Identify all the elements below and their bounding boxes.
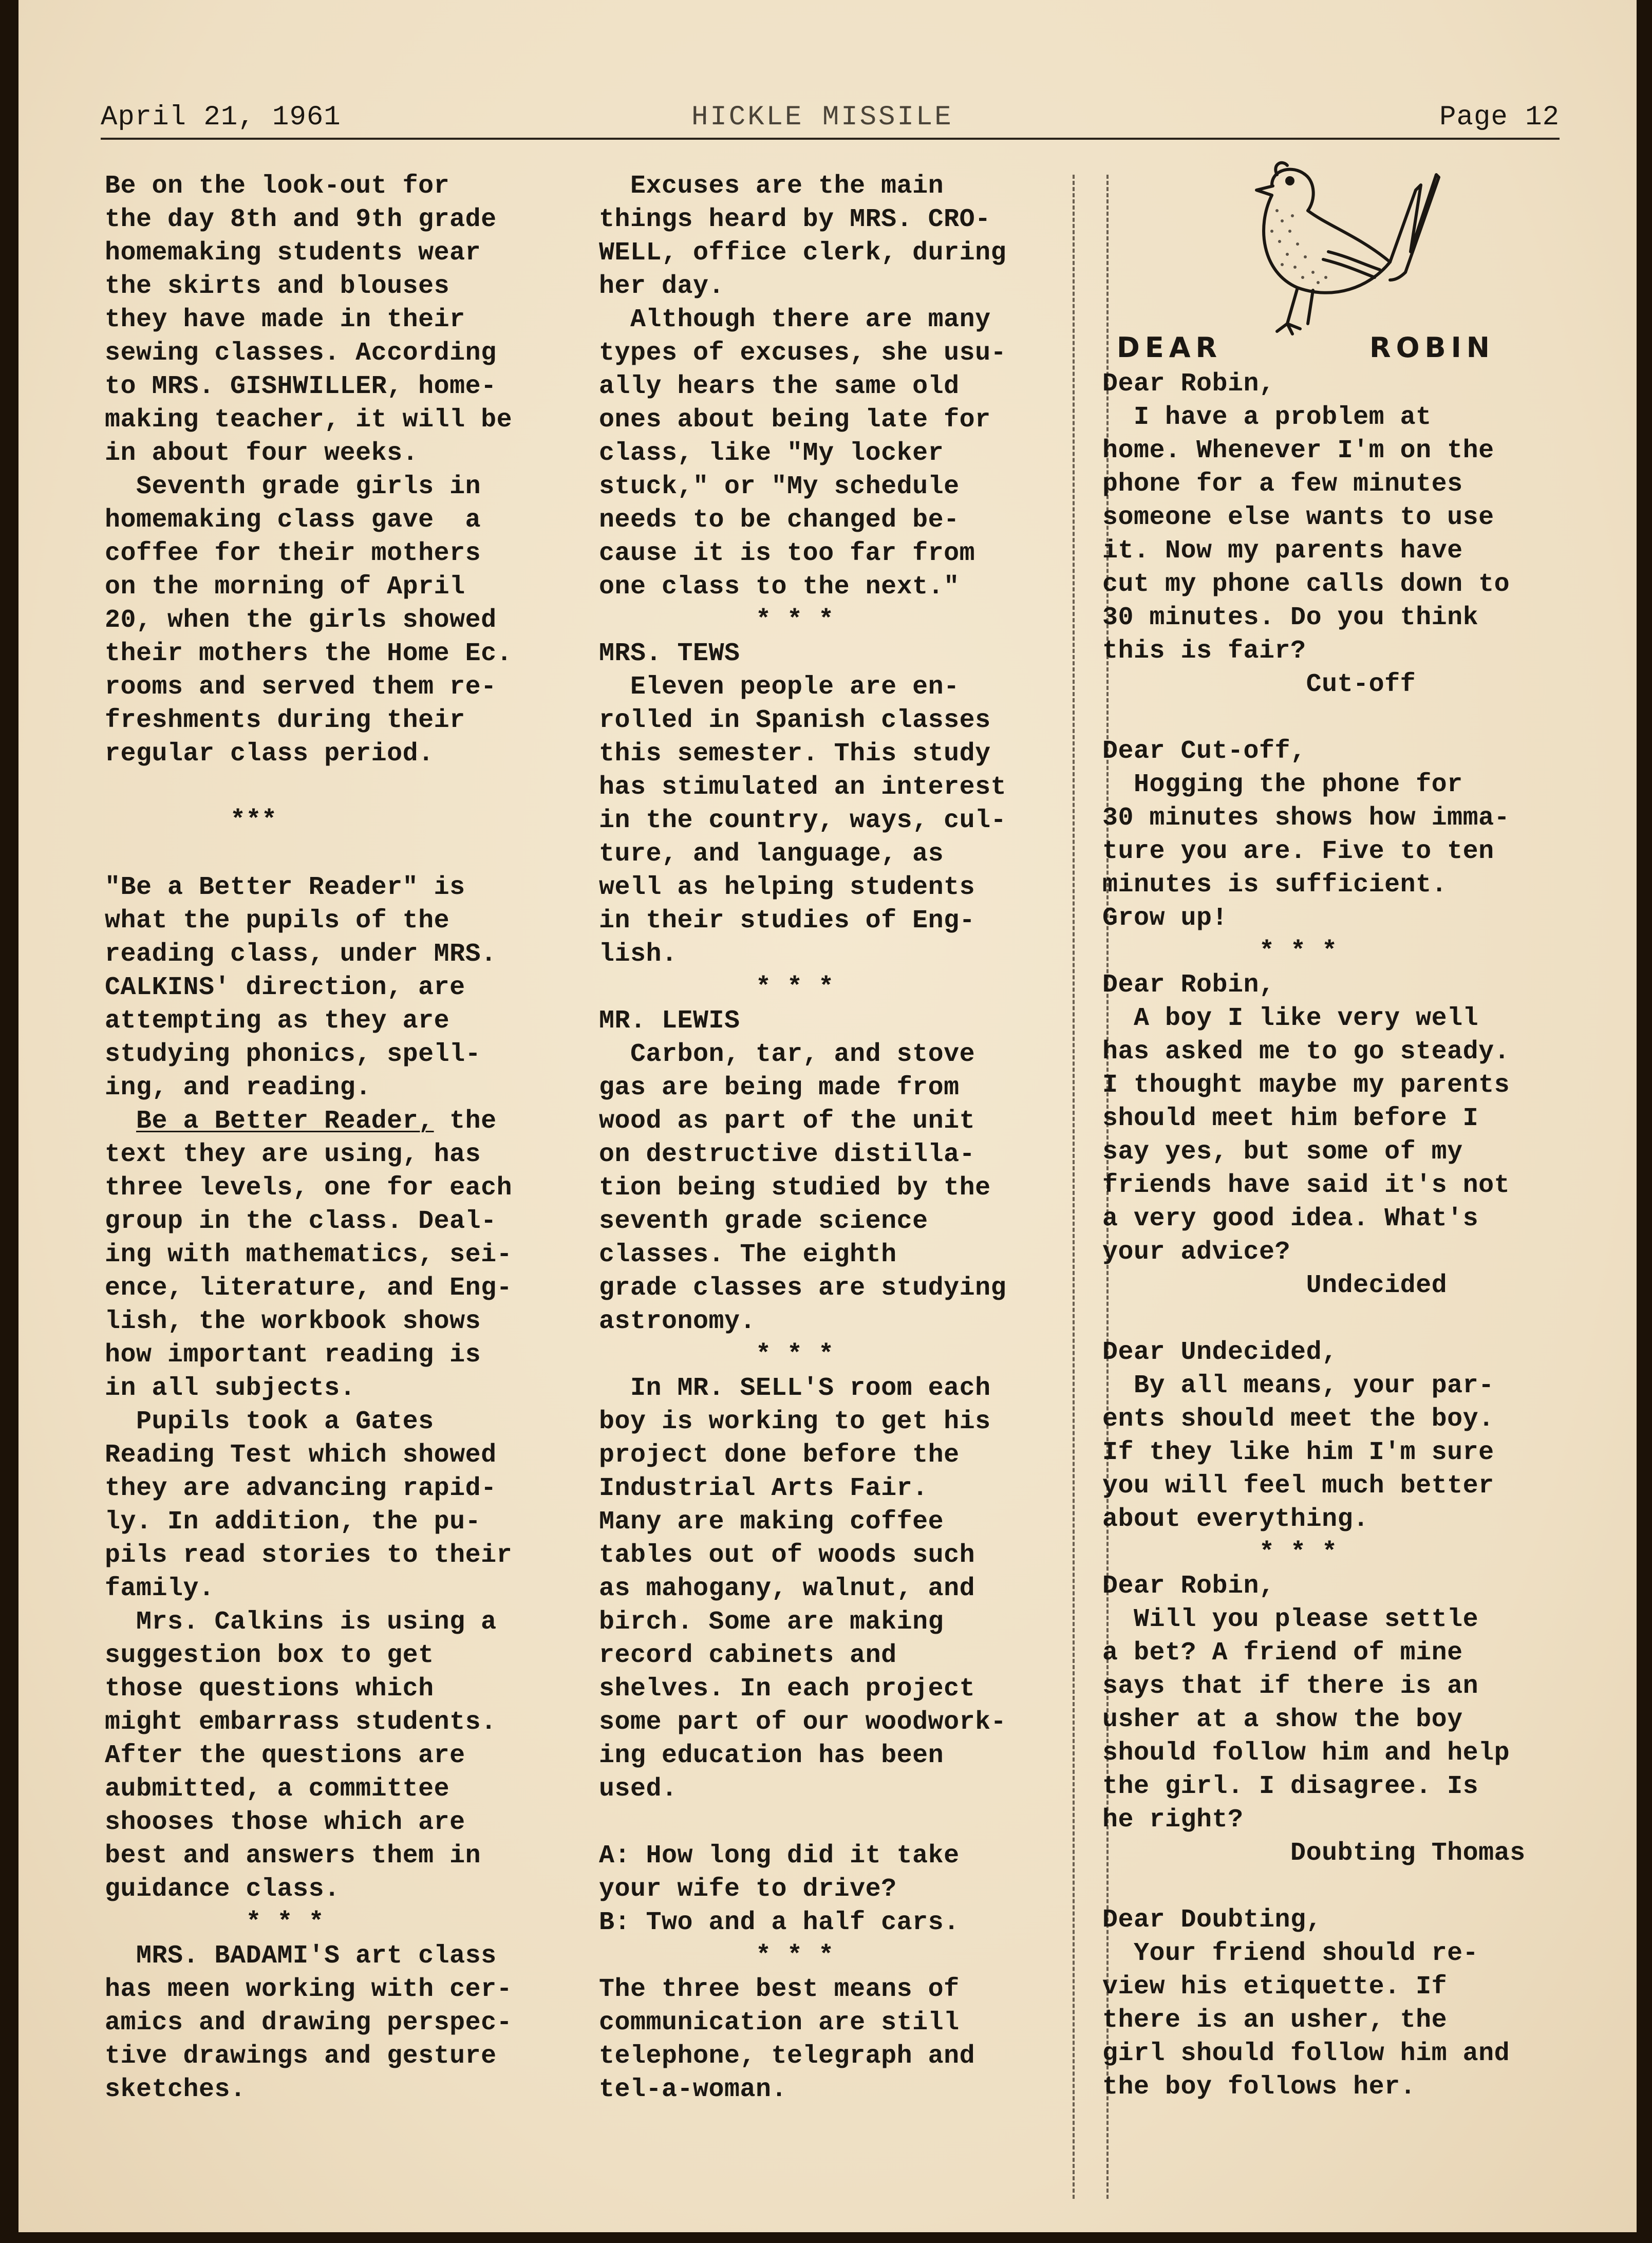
text-line: Be on the look-out for	[105, 172, 450, 201]
text-line: project done before the	[599, 1441, 960, 1470]
text-line: Carbon, tar, and stove	[599, 1040, 975, 1069]
text-line: girl should follow him and	[1102, 2039, 1510, 2068]
text-line: Mrs. Calkins is using a	[105, 1608, 497, 1637]
text-line: * * *	[599, 1340, 834, 1370]
text-line: the boy follows her.	[1102, 2072, 1416, 2102]
text-line: The three best means of	[599, 1975, 960, 2004]
text-line: Although there are many	[599, 305, 991, 334]
text-line: there is an usher, the	[1102, 2006, 1448, 2035]
text-line: has stimulated an interest	[599, 773, 1007, 802]
text-line	[1102, 701, 1565, 735]
text-line: what the pupils of the	[105, 906, 450, 936]
text-line: * * *	[599, 606, 834, 635]
text-line: making teacher, it will be	[105, 405, 513, 435]
text-line: coffee for their mothers	[105, 539, 481, 568]
text-line: grade classes are studying	[599, 1274, 1007, 1303]
text-line: Hogging the phone for	[1102, 770, 1463, 799]
text-line: group in the class. Deal-	[105, 1207, 497, 1236]
text-line: Cut-off	[1102, 670, 1416, 699]
text-line: should follow him and help	[1102, 1739, 1510, 1768]
text-line: Undecided	[1102, 1271, 1448, 1300]
text-line: regular class period.	[105, 739, 434, 769]
text-line: boy is working to get his	[599, 1407, 991, 1436]
text-line: has meen working with cer-	[105, 1975, 513, 2004]
text-line: ture, and language, as	[599, 839, 944, 869]
text-line: 30 minutes shows how imma-	[1102, 803, 1510, 833]
text-line: birch. Some are making	[599, 1608, 944, 1637]
text-line: ing with mathematics, sei-	[105, 1240, 513, 1269]
text-line: text they are using, has	[105, 1140, 481, 1169]
text-line: sketches.	[105, 2075, 246, 2104]
text-line: I thought maybe my parents	[1102, 1071, 1510, 1100]
masthead: HICKLE MISSILE	[691, 102, 953, 133]
text-line: ally hears the same old	[599, 372, 960, 401]
text-line: Excuses are the main	[599, 172, 944, 201]
text-line: * * *	[599, 973, 834, 1002]
text-line: Dear Robin,	[1102, 369, 1275, 399]
text-line: in their studies of Eng-	[599, 906, 975, 936]
column-heading-robin: ROBIN	[1369, 331, 1495, 364]
text-line: wood as part of the unit	[599, 1107, 975, 1136]
text-line: lish.	[599, 940, 678, 969]
text-line: attempting as they are	[105, 1006, 450, 1036]
text-line: astronomy.	[599, 1307, 756, 1336]
text-line: gas are being made from	[599, 1073, 960, 1102]
text-line: MRS. TEWS	[599, 639, 740, 668]
text-line: shelves. In each project	[599, 1674, 975, 1704]
text-line: A boy I like very well	[1102, 1004, 1479, 1033]
text-line: If they like him I'm sure	[1102, 1438, 1494, 1467]
text-line: types of excuses, she usu-	[599, 339, 1007, 368]
text-line: homemaking students wear	[105, 238, 481, 268]
text-line: minutes is sufficient.	[1102, 870, 1448, 900]
text-line: Will you please settle	[1102, 1605, 1479, 1634]
page-header	[101, 102, 1560, 138]
text-line: In MR. SELL'S room each	[599, 1374, 991, 1403]
text-line: ones about being late for	[599, 405, 991, 435]
text-line: reading class, under MRS.	[105, 940, 497, 969]
text-line: tion being studied by the	[599, 1173, 991, 1203]
text-line: * * *	[1102, 1538, 1338, 1567]
text-line: her day.	[599, 272, 725, 301]
text-line: your advice?	[1102, 1238, 1291, 1267]
text-line: shooses those which are	[105, 1808, 465, 1837]
text-line: says that if there is an	[1102, 1672, 1479, 1701]
text-line: this is fair?	[1102, 637, 1306, 666]
text-line: ing education has been	[599, 1741, 944, 1770]
text-line: telephone, telegraph and	[599, 2042, 975, 2071]
text-line: ing, and reading.	[105, 1073, 371, 1102]
text-line: things heard by MRS. CRO-	[599, 205, 991, 234]
text-line: Industrial Arts Fair.	[599, 1474, 928, 1503]
text-line: pils read stories to their	[105, 1541, 513, 1570]
text-line: might embarrass students.	[105, 1708, 497, 1737]
text-line: seventh grade science	[599, 1207, 928, 1236]
text-line: Pupils took a Gates	[105, 1407, 434, 1436]
text-line: amics and drawing perspec-	[105, 2008, 513, 2038]
text-line: three levels, one for each	[105, 1173, 513, 1203]
text-line: you will feel much better	[1102, 1471, 1494, 1501]
text-line: one class to the next."	[599, 572, 960, 602]
page-number: Page 12	[1439, 102, 1560, 133]
text-line: homemaking class gave a	[105, 506, 481, 535]
text-line: ly. In addition, the pu-	[105, 1507, 481, 1537]
text-line: communication are still	[599, 2008, 960, 2038]
text-line: someone else wants to use	[1102, 503, 1494, 532]
column-2	[599, 170, 1006, 2106]
text-line: studying phonics, spell-	[105, 1040, 481, 1069]
text-line: he right?	[1102, 1805, 1244, 1835]
text-line: your wife to drive?	[599, 1875, 897, 1904]
text-line: should meet him before I	[1102, 1104, 1479, 1133]
text-line: freshments during their	[105, 706, 465, 735]
text-line: view his etiquette. If	[1102, 1972, 1448, 2002]
text-line	[105, 771, 512, 804]
text-line: the day 8th and 9th grade	[105, 205, 497, 234]
text-line: * * *	[105, 1908, 325, 1937]
text-line: they have made in their	[105, 305, 465, 334]
text-line: B: Two and a half cars.	[599, 1908, 960, 1937]
text-line: Dear Robin,	[1102, 1572, 1275, 1601]
text-line: MRS. BADAMI'S art class	[105, 1941, 497, 1971]
text-line	[599, 1806, 1006, 1839]
text-line	[105, 837, 512, 871]
text-line: cut my phone calls down to	[1102, 570, 1510, 599]
text-line: * * *	[1102, 937, 1338, 966]
text-line: phone for a few minutes	[1102, 470, 1463, 499]
text-line: Be a Better Reader, the	[136, 1107, 497, 1136]
text-line: it. Now my parents have	[1102, 536, 1463, 566]
text-line: needs to be changed be-	[599, 506, 960, 535]
text-line: their mothers the Home Ec.	[105, 639, 513, 668]
text-line: "Be a Better Reader" is	[105, 873, 465, 902]
text-line: has asked me to go steady.	[1102, 1037, 1510, 1067]
text-line: usher at a show the boy	[1102, 1705, 1463, 1734]
text-line: best and answers them in	[105, 1841, 481, 1871]
text-line: tables out of woods such	[599, 1541, 975, 1570]
text-line: in the country, ways, cul-	[599, 806, 1007, 835]
column-1	[105, 170, 512, 2106]
text-line: Dear Robin,	[1102, 970, 1275, 1000]
text-line: those questions which	[105, 1674, 434, 1704]
text-line: friends have said it's not	[1102, 1171, 1510, 1200]
text-line: they are advancing rapid-	[105, 1474, 497, 1503]
text-line: Your friend should re-	[1102, 1939, 1479, 1968]
text-line: Dear Doubting,	[1102, 1905, 1322, 1935]
text-line: Dear Undecided,	[1102, 1338, 1338, 1367]
text-line: a very good idea. What's	[1102, 1204, 1479, 1233]
text-line: stuck," or "My schedule	[599, 472, 960, 501]
text-line: as mahogany, walnut, and	[599, 1574, 975, 1603]
text-line: ture you are. Five to ten	[1102, 837, 1494, 866]
text-line: record cabinets and	[599, 1641, 897, 1670]
text-line: guidance class.	[105, 1875, 340, 1904]
text-line: classes. The eighth	[599, 1240, 897, 1269]
text-line: ents should meet the boy.	[1102, 1405, 1494, 1434]
column-heading-dear: DEAR	[1117, 331, 1223, 364]
text-line: home. Whenever I'm on the	[1102, 436, 1494, 465]
text-line: the girl. I disagree. Is	[1102, 1772, 1479, 1801]
text-line: A: How long did it take	[599, 1841, 960, 1871]
text-line: After the questions are	[105, 1741, 465, 1770]
text-line: Dear Cut-off,	[1102, 737, 1306, 766]
text-line: family.	[105, 1574, 215, 1603]
text-line: used.	[599, 1774, 678, 1804]
text-line: this semester. This study	[599, 739, 991, 769]
text-line: on destructive distilla-	[599, 1140, 975, 1169]
text-line: well as helping students	[599, 873, 975, 902]
text-line: MR. LEWIS	[599, 1006, 740, 1036]
text-line: * * *	[599, 1941, 834, 1971]
text-line: WELL, office clerk, during	[599, 238, 1007, 268]
text-line: Eleven people are en-	[599, 672, 960, 702]
text-line: ***	[105, 806, 277, 835]
text-line: I have a problem at	[1102, 403, 1432, 432]
text-line: suggestion box to get	[105, 1641, 434, 1670]
text-line: rooms and served them re-	[105, 672, 497, 702]
text-line: ence, literature, and Eng-	[105, 1274, 513, 1303]
text-line: in about four weeks.	[105, 439, 419, 468]
issue-date: April 21, 1961	[101, 102, 341, 133]
newspaper-page	[18, 0, 1637, 2232]
text-line: class, like "My locker	[599, 439, 944, 468]
text-line	[1102, 1302, 1565, 1336]
text-line: Doubting Thomas	[1102, 1839, 1526, 1868]
text-line: in all subjects.	[105, 1374, 356, 1403]
text-line: Reading Test which showed	[105, 1441, 497, 1470]
text-line: rolled in Spanish classes	[599, 706, 991, 735]
text-line: tel-a-woman.	[599, 2075, 787, 2104]
column-3-dear-robin	[1102, 367, 1565, 2104]
text-line: how important reading is	[105, 1340, 481, 1370]
text-line: say yes, but some of my	[1102, 1137, 1463, 1167]
text-line: sewing classes. According	[105, 339, 497, 368]
text-line: some part of our woodwork-	[599, 1708, 1007, 1737]
text-line: tive drawings and gesture	[105, 2042, 497, 2071]
text-line: CALKINS' direction, are	[105, 973, 465, 1002]
text-line: 30 minutes. Do you think	[1102, 603, 1479, 632]
text-line: lish, the workbook shows	[105, 1307, 481, 1336]
text-line: Seventh grade girls in	[105, 472, 481, 501]
text-line: cause it is too far from	[599, 539, 975, 568]
text-line: 20, when the girls showed	[105, 606, 497, 635]
text-line: about everything.	[1102, 1505, 1369, 1534]
robin-bird-icon	[1195, 154, 1462, 360]
column-divider-1	[1073, 175, 1075, 2199]
text-line: By all means, your par-	[1102, 1371, 1494, 1400]
text-line: Grow up!	[1102, 904, 1228, 933]
text-line: a bet? A friend of mine	[1102, 1638, 1463, 1668]
text-line: the skirts and blouses	[105, 272, 450, 301]
header-rule	[101, 138, 1560, 140]
text-line: to MRS. GISHWILLER, home-	[105, 372, 497, 401]
text-line: aubmitted, a committee	[105, 1774, 450, 1804]
text-line: on the morning of April	[105, 572, 465, 602]
text-line: Many are making coffee	[599, 1507, 944, 1537]
text-line	[1102, 1870, 1565, 1903]
